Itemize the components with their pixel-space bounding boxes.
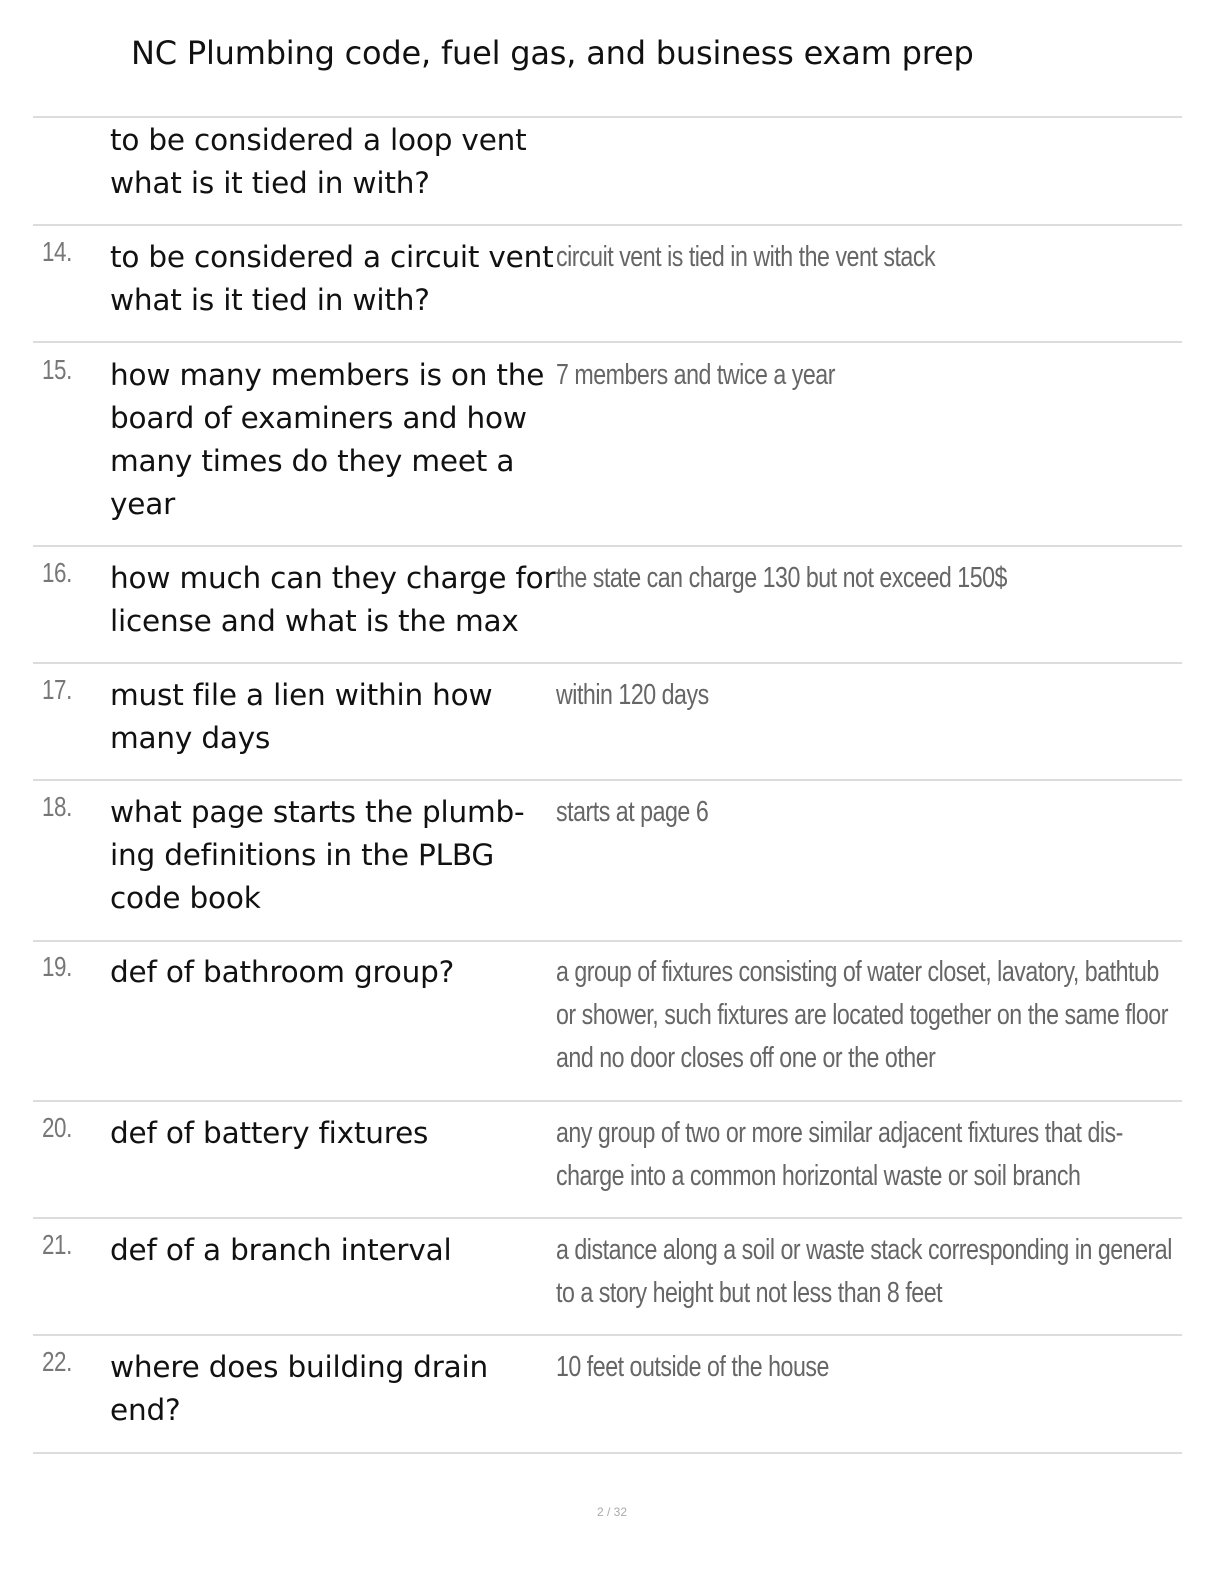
question-text [110,236,560,322]
question-line: board of examiners and how [110,401,527,435]
question-text [110,791,560,920]
answer-line: to a story height but not less than 8 feet [556,1277,943,1309]
question-line: def of a branch interval [110,1233,452,1267]
question-line: to be considered a loop vent [110,123,527,157]
question-line: many days [110,721,271,755]
answer-text [556,674,709,717]
row-number: 17. [42,674,72,705]
question-line: must file a lien within how [110,678,493,712]
question-text [110,1112,560,1155]
row-number: 16. [42,557,72,588]
answer-line: a distance along a soil or waste stack corresponding in general [556,1234,1172,1266]
question-text [110,1346,560,1432]
row-divider [33,1217,1182,1219]
question-text [110,557,560,643]
question-text [110,951,560,994]
question-line: many times do they meet a [110,444,515,478]
answer-line: within 120 days [556,679,709,711]
row-divider [33,341,1182,343]
answer-line: 10 feet outside of the house [556,1351,829,1383]
row-number: 20. [42,1112,72,1143]
question-line: to be considered a circuit vent [110,240,554,274]
answer-text [556,1112,1123,1198]
answer-text [556,951,1168,1080]
question-line: def of battery fixtures [110,1116,429,1150]
row-divider [33,1452,1182,1454]
answer-line: the state can charge 130 but not exceed 150$ [556,562,1007,594]
answer-line: or shower, such fixtures are located together on the same floor [556,999,1168,1031]
row-number: 18. [42,791,72,822]
answer-line: any group of two or more similar adjacent fixtures that dis- [556,1117,1123,1149]
question-text [110,119,560,205]
row-divider [33,662,1182,664]
question-line: end? [110,1393,181,1427]
answer-text [556,791,708,834]
page-number: 2 / 32 [596,1505,628,1519]
row-divider [33,116,1182,118]
question-line: how many members is on the [110,358,545,392]
row-divider [33,940,1182,942]
row-number: 15. [42,354,72,385]
question-text [110,354,560,526]
question-line: what is it tied in with? [110,166,430,200]
question-line: def of bathroom group? [110,955,455,989]
question-line: ing definitions in the PLBG [110,838,495,872]
answer-line: 7 members and twice a year [556,359,835,391]
answer-line: circuit vent is tied in with the vent stack [556,241,936,273]
question-line: how much can they charge for [110,561,556,595]
row-divider [33,224,1182,226]
answer-text [556,236,935,279]
row-number: 19. [42,951,72,982]
question-text [110,674,560,760]
answer-text [556,354,835,397]
answer-line: charge into a common horizontal waste or soil branch [556,1160,1081,1192]
answer-line: a group of fixtures consisting of water closet, lavatory, bathtub [556,956,1159,988]
row-number: 22. [42,1346,72,1377]
question-line: what is it tied in with? [110,283,430,317]
question-line: year [110,487,176,521]
row-divider [33,1334,1182,1336]
answer-line: and no door closes off one or the other [556,1042,936,1074]
question-line: what page starts the plumb- [110,795,525,829]
row-divider [33,1100,1182,1102]
question-line: license and what is the max [110,604,519,638]
answer-line: starts at page 6 [556,796,709,828]
row-number: 21. [42,1229,72,1260]
question-line: code book [110,881,261,915]
row-divider [33,779,1182,781]
answer-text [556,1229,1172,1315]
answer-text [556,1346,829,1389]
row-divider [33,545,1182,547]
question-line: where does building drain [110,1350,489,1384]
question-text [110,1229,560,1272]
page-title: NC Plumbing code, fuel gas, and business exam prep [131,34,974,72]
answer-text [556,557,1007,600]
row-number: 14. [42,236,72,267]
